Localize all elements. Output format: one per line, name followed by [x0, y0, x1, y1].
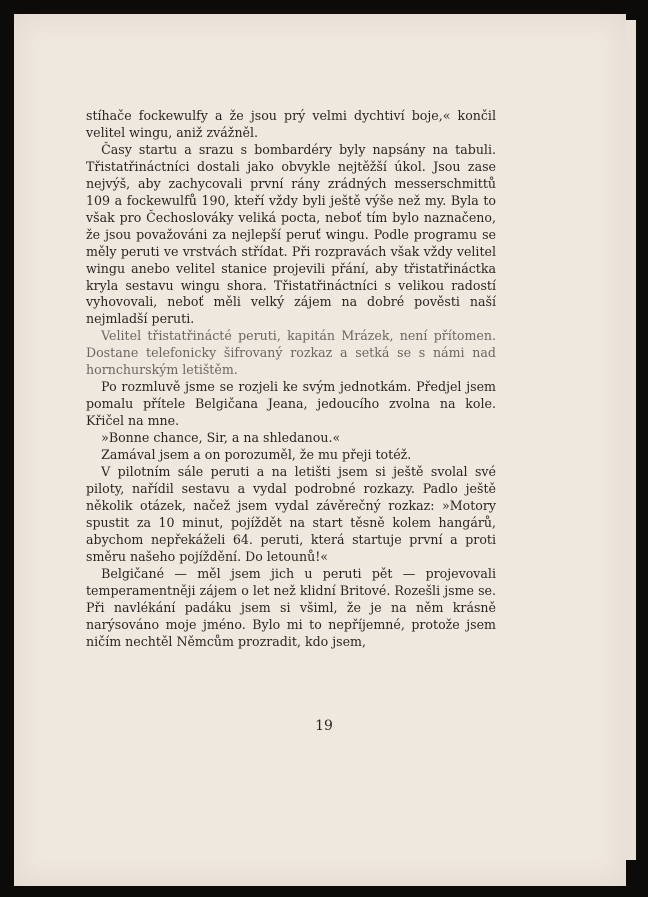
paragraph-4: Po rozmluvě jsme se rozjeli ke svým jednotkám. Předjel jsem pomalu přítele Belgičana Jeana, jedoucího zvolna na kole. Křičel na mne. [86, 379, 496, 429]
paragraph-8: Belgičané — měl jsem jich u peruti pět — projevovali temperamentněji zájem o let než klidní Britové. Rozešli jsme se. Při navlékání padáku jsem si všiml, že je na něm krásně narýsováno moje jméno. Bylo mi to nepříjemné, protože jsem ničím nechtěl Němcům prozradit, kdo jsem, [86, 565, 496, 649]
paragraph-3: Velitel třistatřinácté peruti, kapitán Mrázek, není přítomen. Dostane telefonicky šifrovaný rozkaz a setká se s námi nad hornchurským letištěm. [86, 328, 496, 378]
paragraph-1: stíhače fockewulfy a že jsou prý velmi dychtiví boje,« končil velitel wingu, aniž zvážněl. [86, 108, 496, 140]
paragraph-7: V pilotním sále peruti a na letišti jsem si ještě svolal své piloty, nařídil sestavu a vydal podrobné rozkazy. Padlo ještě několik otázek, načež jsem vydal závěrečný rozkaz: »Motory spustit za 10 minut, pojíždět na start těsně kolem hangárů, abychom nepřekáželi 64. peruti, která startuje první a proti směru našeho pojíždění. Do letounů!« [86, 464, 496, 564]
paragraph-2: Časy startu a srazu s bombardéry byly napsány na tabuli. Třistatřináctníci dostali jako obvykle nejtěžší úkol. Jsou zase nejvýš, aby zachycovali první rány zrádných messerschmittů 109 a fockewulfů 190, kteří vždy byli ještě výše než my. Byla to však pro Čechoslováky veliká pocta, neboť tím bylo naznačeno, že jsou považováni za nejlepší peruť wingu. Podle programu se měly peruti ve vrstvách střídat. Při rozpravách však vždy velitel wingu anebo velitel stanice projevili přání, aby třistatřináctka kryla sestavu wingu shora. Třistatřináctníci s velikou radostí vyhovovali, neboť měli velký zájem na dobré pověsti naší nejmladší peruti. [86, 141, 496, 327]
page-number: 19 [315, 718, 333, 734]
paragraph-5: »Bonne chance, Sir, a na shledanou.« [101, 430, 341, 446]
page-text [86, 108, 496, 651]
paragraph-6: Zamával jsem a on porozuměl, že mu přeji totéž. [101, 447, 412, 463]
